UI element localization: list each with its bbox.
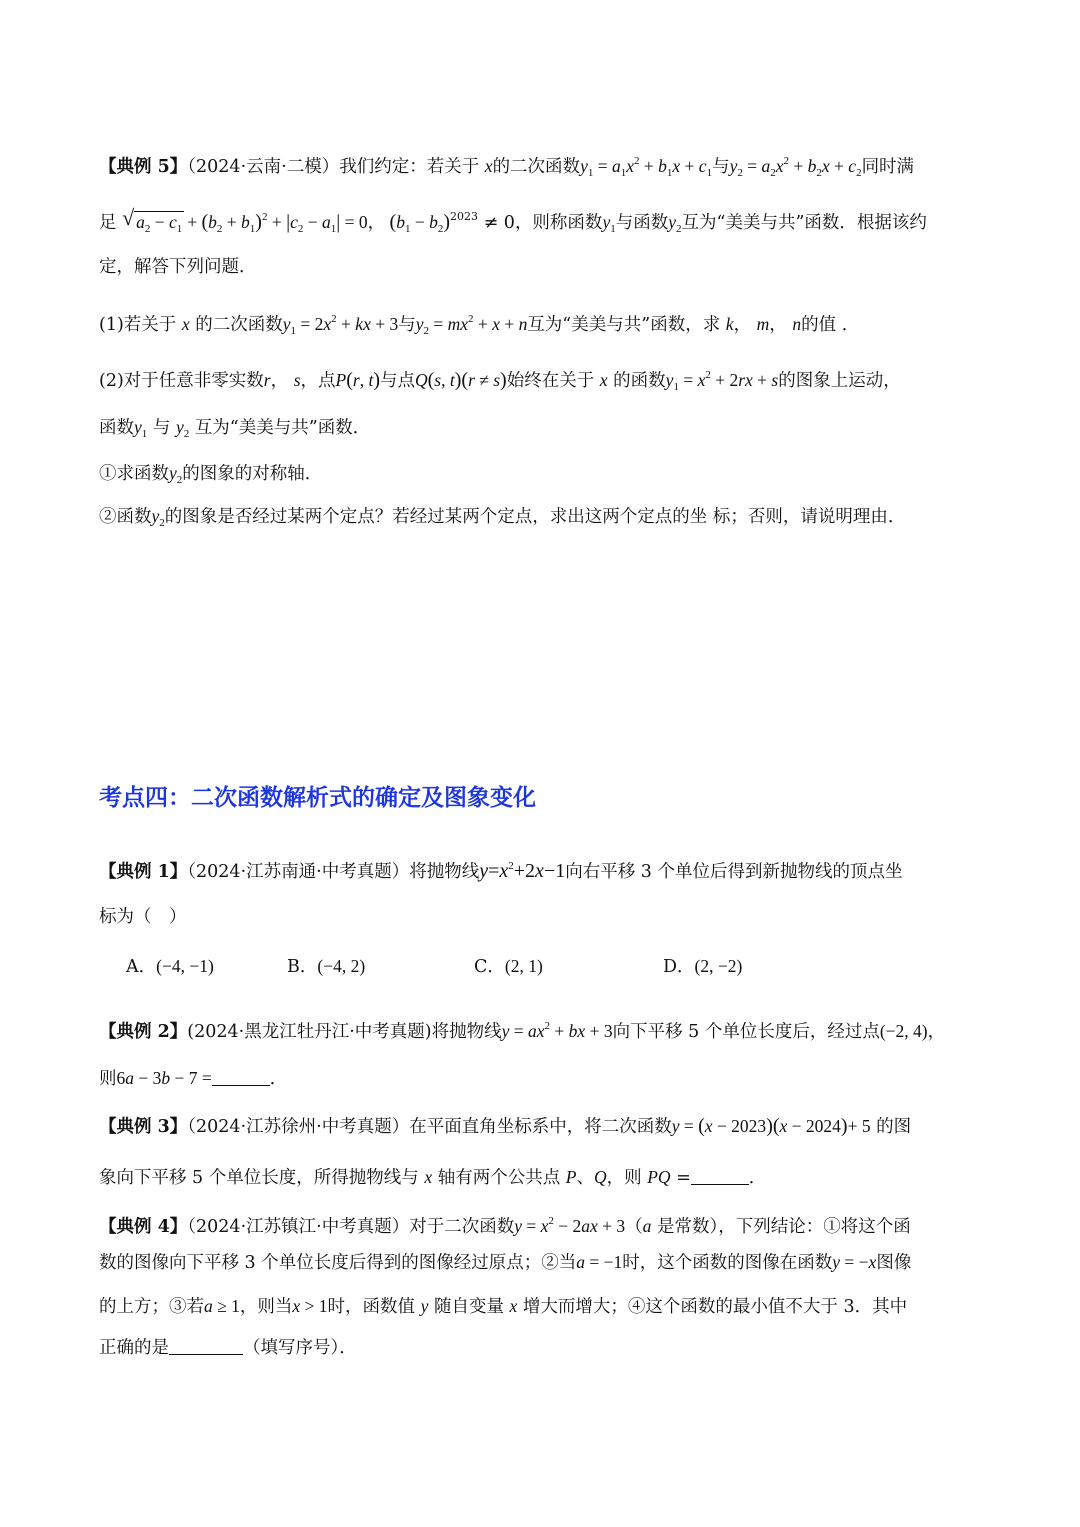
example5-tag: 【典例 5】 xyxy=(99,157,188,177)
example1-tag: 【典例 1】 xyxy=(99,862,188,882)
example5-question1: (1)若关于 x 的二次函数$y_1 = 2x^2$ + kx + 3与$y_2 = mx^2 + x + n$互为“美美与共”函数，求 k， m， n的值 ． xyxy=(99,313,860,337)
example2-tag: 【典例 2】 xyxy=(99,1022,188,1042)
example4-line1: 【典例 4】（2024·江苏镇江·中考真题）对于二次函数$y = x^2 - 2ax + 3(a$ 是常数），下列结论：①将这个函 xyxy=(99,1215,911,1237)
option-b[interactable]: B．(−4, 2) xyxy=(287,956,366,977)
sqrt-expression: √ $a_2 - c_1$ xyxy=(122,205,183,235)
option-a[interactable]: A．(−4, −1) xyxy=(126,956,214,977)
example3-tag: 【典例 3】 xyxy=(99,1117,188,1137)
answer-blank[interactable] xyxy=(691,1166,749,1185)
option-c[interactable]: C．(2, 1) xyxy=(474,956,543,977)
example4-line3: 的上方；③若a ≥ 1，则当x > 1时，函数值 y 随自变量 x 增大而增大；④这个函数的最小值不大于 3．其中 xyxy=(99,1296,908,1317)
example4-line2: 数的图像向下平移 3 个单位长度后得到的图像经过原点；②当a = −1时，这个函数的图像在函数y = −x图像 xyxy=(99,1252,912,1273)
example5-line2: 足 √ $a_2 - c_1 + (b_2 + b_1)^2 + |c_2 - a_1| = 0$， $(b_1 - b_2)^{2023} \ne 0$，则称函数$y_1$与函数$y_2$互为“美美与共”函数．根据该约 xyxy=(99,204,990,242)
answer-blank[interactable] xyxy=(169,1336,243,1355)
example5-line1: 【典例 5】（2024·云南·二模）我们约定：若关于 x的二次函数$y_1 = a_1x^2 + b_1x + c_1$与$y_2 = a_2x^2 + b_2x + c_2$同时满 xyxy=(99,155,915,179)
example5-question2-line2: 函数$y_1$ 与 $y_2$ 互为“美美与共”函数． xyxy=(99,417,371,440)
example5-source: （2024·云南·二模） xyxy=(187,157,340,177)
example1-line1: 【典例 1】（2024·江苏南通·中考真题）将抛物线$y=x^2+2x-1$向右平移 3 个单位后得到新抛物线的顶点坐 xyxy=(99,860,903,882)
section-heading: 考点四：二次函数解析式的确定及图象变化 xyxy=(99,785,536,811)
example5-sub1: ①求函数$y_2$的图象的对称轴． xyxy=(99,463,323,486)
example3-line1: 【典例 3】（2024·江苏徐州·中考真题）在平面直角坐标系中，将二次函数y = (x − 2023)(x − 2024)+ 5 的图 xyxy=(99,1115,912,1137)
example5-question2: (2)对于任意非零实数r， s，点P(r, t)与点Q(s, t)(r ≠ s)始终在关于 x 的函数$y_1 = x^2 + 2rx + s$的图象上运动， xyxy=(99,369,901,393)
example2-line1: 【典例 2】(2024·黑龙江牡丹江·中考真题)将抛物线$y = ax^2$ + bx + 3向下平移 5 个单位长度后，经过点(−2, 4)， xyxy=(99,1020,946,1042)
answer-blank[interactable] xyxy=(212,1067,270,1086)
example3-line2: 象向下平移 5 个单位长度，所得抛物线与 x 轴有两个公共点 P、Q，则 PQ = ． xyxy=(99,1167,767,1188)
example2-line2: 则6a − 3b − 7 = ． xyxy=(99,1068,288,1089)
example4-tag: 【典例 4】 xyxy=(99,1217,188,1237)
example5-sub2: ②函数$y_2$的图象是否经过某两个定点？若经过某两个定点，求出这两个定点的坐 标；否则，请说明理由． xyxy=(99,506,906,529)
example5-line3: 定，解答下列问题． xyxy=(99,257,257,277)
example4-line4: 正确的是 （填写序号）． xyxy=(99,1338,357,1358)
example1-line2: 标为（ ） xyxy=(99,907,187,927)
option-d[interactable]: D．(2, −2) xyxy=(663,956,743,977)
